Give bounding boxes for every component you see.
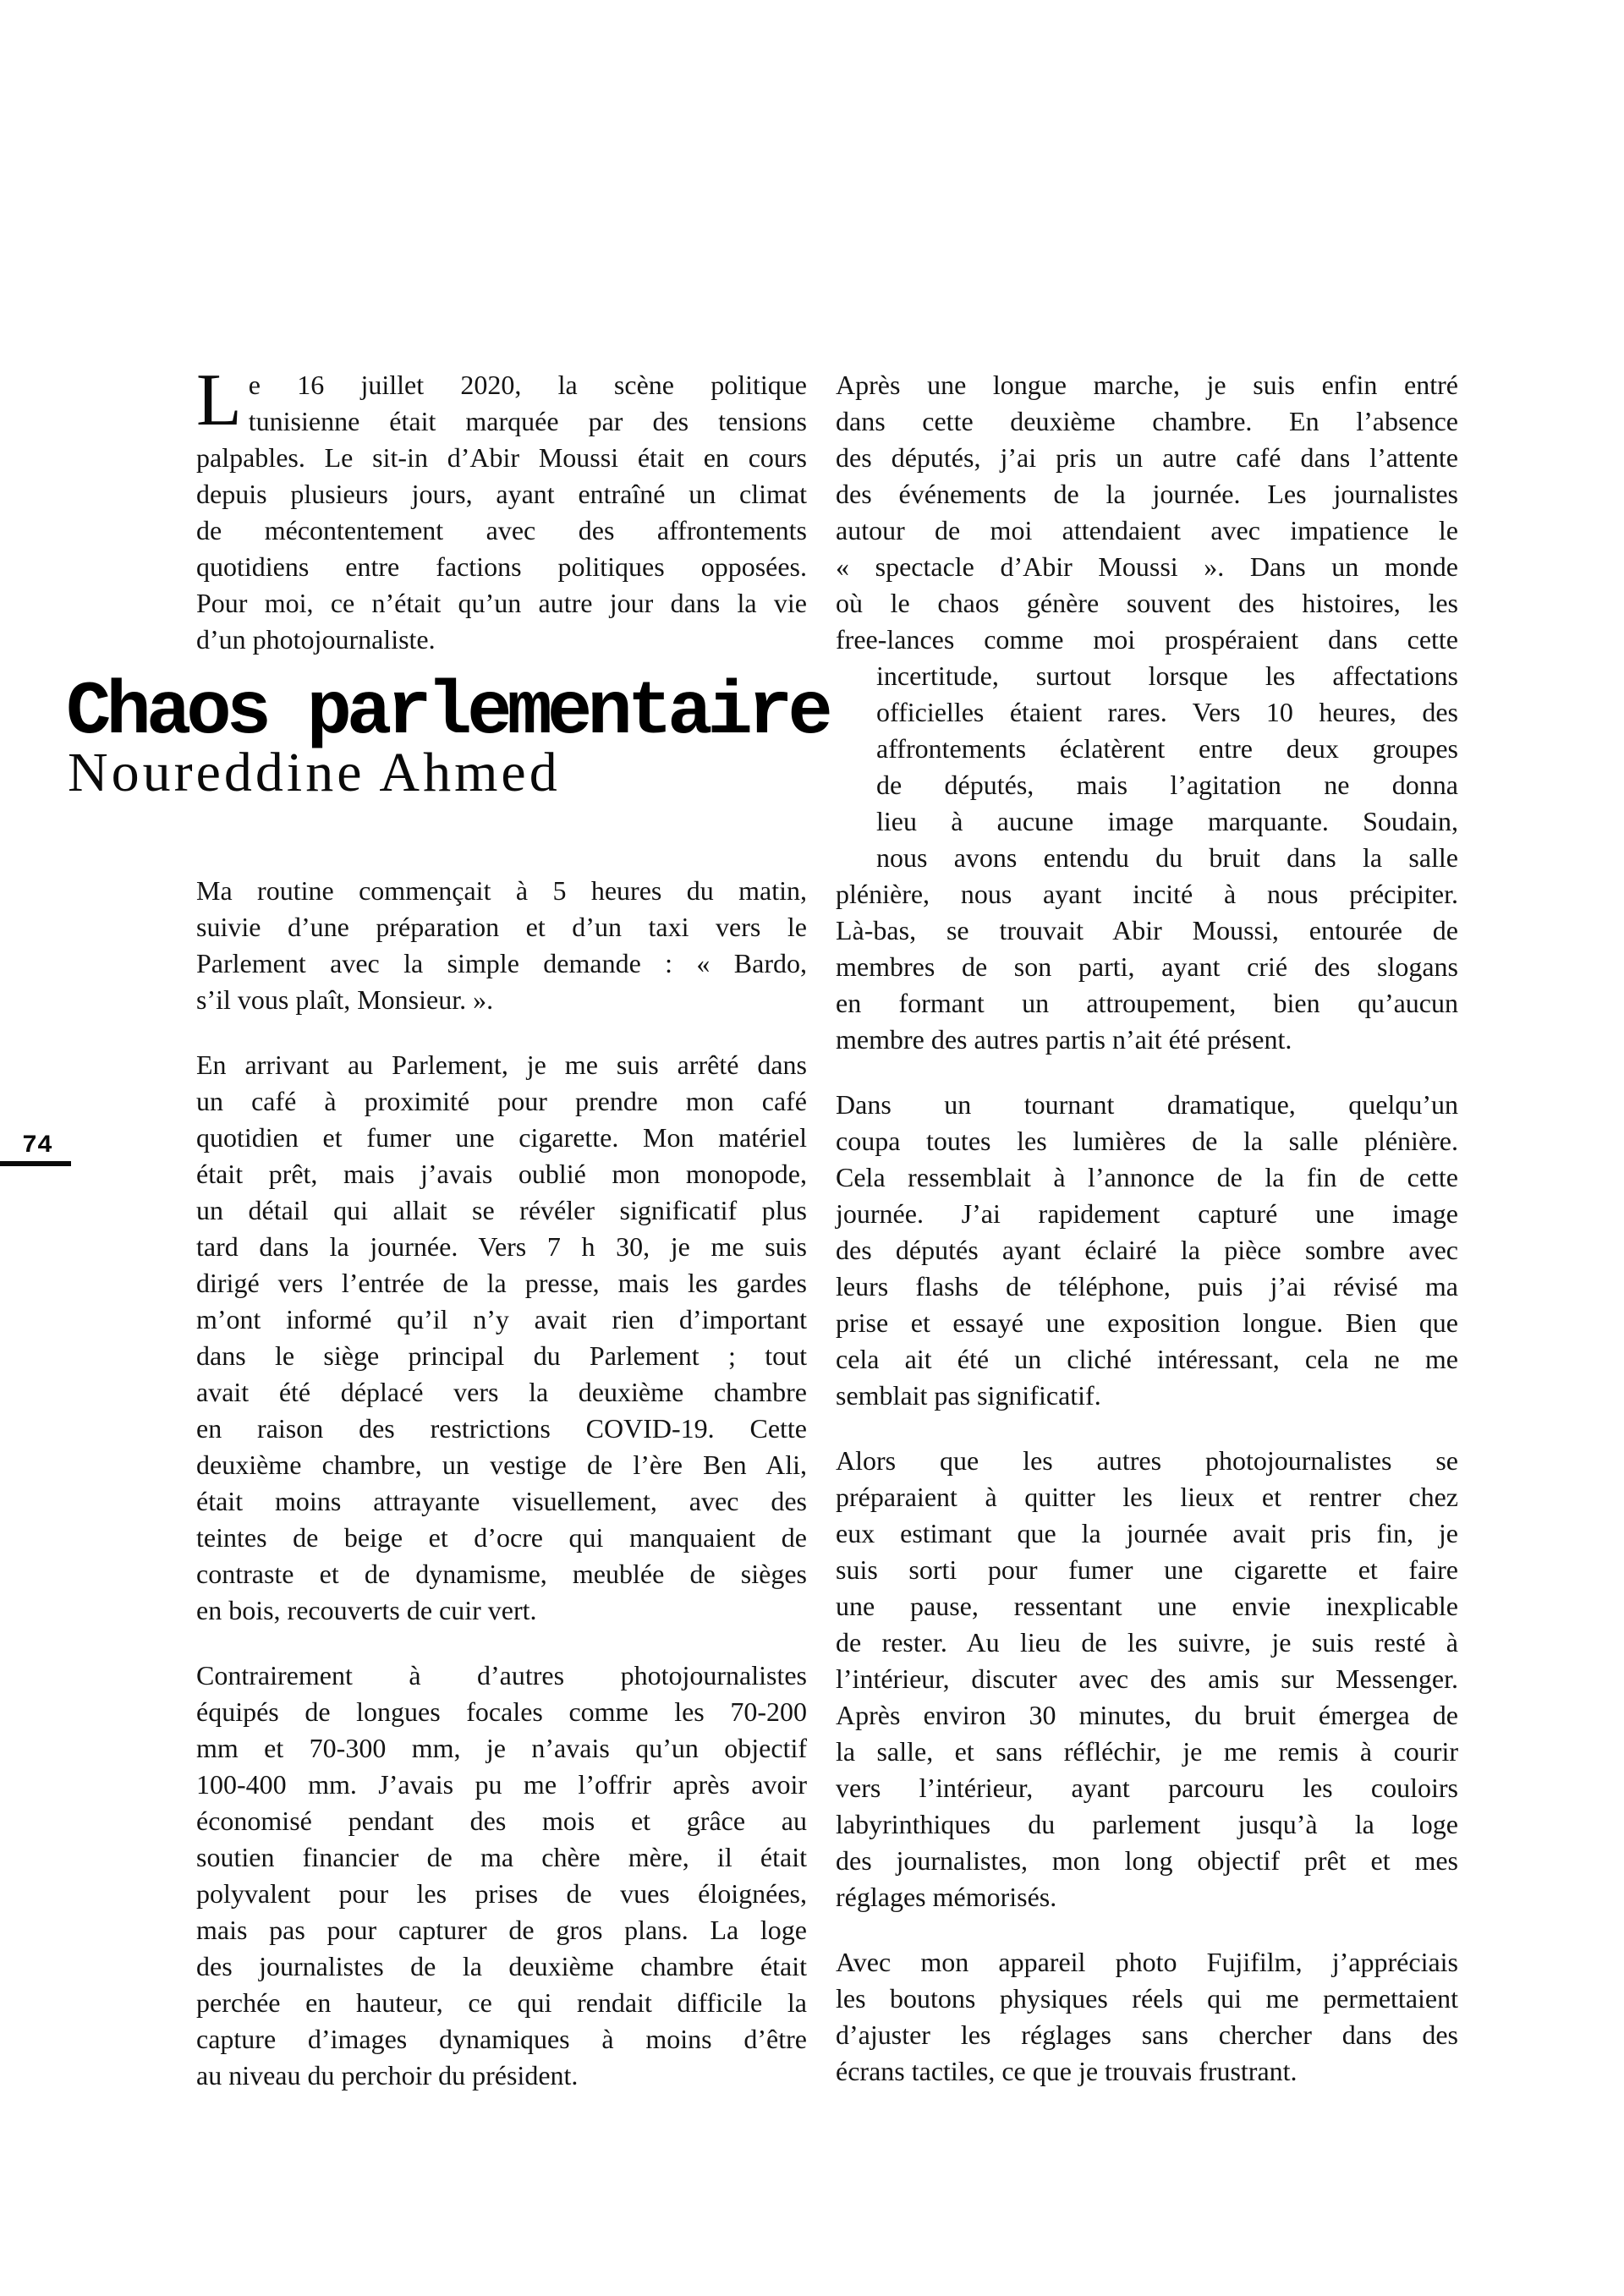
text-line: contraste et de dynamisme, meublée de sièges	[196, 1559, 807, 1589]
column-right	[836, 367, 1458, 2090]
article-author: Noureddine Ahmed	[68, 742, 561, 803]
text-line: réglages mémorisés.	[836, 1882, 1057, 1912]
paragraph	[196, 1658, 807, 2094]
text-line: palpables. Le sit-in d’Abir Moussi était en cours	[196, 442, 807, 473]
text-line: 100-400 mm. J’avais pu me l’offrir après avoir	[196, 1769, 807, 1800]
text-line: écrans tactiles, ce que je trouvais frustrant.	[836, 2056, 1298, 2086]
text-line: la salle, et sans réfléchir, je me remis à courir	[836, 1736, 1458, 1767]
text-line: en formant un attroupement, bien qu’aucun	[836, 988, 1458, 1018]
text-line: e 16 juillet 2020, la scène politique	[248, 370, 807, 400]
text-line: des événements de la journée. Les journalistes	[836, 479, 1458, 509]
text-line: tard dans la journée. Vers 7 h 30, je me suis	[196, 1231, 807, 1262]
text-line: l’intérieur, discuter avec des amis sur Messenger.	[836, 1663, 1458, 1694]
paragraph	[836, 367, 1458, 1058]
text-line: leurs flashs de téléphone, puis j’ai révisé ma	[836, 1271, 1458, 1301]
text-line: équipés de longues focales comme les 70-200	[196, 1696, 807, 1727]
text-line: coupa toutes les lumières de la salle plénière.	[836, 1126, 1458, 1156]
text-line: autour de moi attendaient avec impatience le	[836, 515, 1458, 545]
text-line: mm et 70-300 mm, je n’avais qu’un objectif	[196, 1733, 807, 1763]
text-line: teintes de beige et d’ocre qui manquaient de	[196, 1522, 807, 1553]
text-line: journée. J’ai rapidement capturé une image	[836, 1198, 1458, 1229]
text-line: était prêt, mais j’avais oublié mon monopode,	[196, 1159, 807, 1189]
text-line: économisé pendant des mois et grâce au	[196, 1806, 807, 1836]
text-line: labyrinthiques du parlement jusqu’à la loge	[836, 1809, 1458, 1839]
text-line: une pause, ressentant une envie inexplicable	[836, 1591, 1458, 1621]
text-line: était moins attrayante visuellement, avec des	[196, 1486, 807, 1516]
text-line: Ma routine commençait à 5 heures du matin,	[196, 875, 807, 906]
text-line: des députés, j’ai pris un autre café dans l’attente	[836, 442, 1458, 473]
text-line: perchée en hauteur, ce qui rendait difficile la	[196, 1987, 807, 2018]
paragraph	[836, 1087, 1458, 1414]
text-line: nous avons entendu du bruit dans la salle	[876, 842, 1458, 873]
text-line: dirigé vers l’entrée de la presse, mais les gardes	[196, 1268, 807, 1298]
text-line: polyvalent pour les prises de vues éloignées,	[196, 1878, 807, 1909]
text-line: Parlement avec la simple demande : « Bardo,	[196, 948, 807, 978]
text-line: en raison des restrictions COVID-19. Cette	[196, 1413, 807, 1444]
text-line: en bois, recouverts de cuir vert.	[196, 1595, 537, 1625]
text-line: soutien financier de ma chère mère, il était	[196, 1842, 807, 1872]
page-number: 74	[22, 1132, 53, 1160]
paragraph	[836, 1944, 1458, 2090]
text-line: préparaient à quitter les lieux et rentrer chez	[836, 1482, 1458, 1512]
text-line: Cela ressemblait à l’annonce de la fin de cette	[836, 1162, 1458, 1192]
text-line: free-lances comme moi prospéraient dans cette	[836, 624, 1458, 655]
paragraph	[836, 1443, 1458, 1915]
text-line: un café à proximité pour prendre mon café	[196, 1086, 807, 1116]
text-line: des journalistes, mon long objectif prêt et mes	[836, 1845, 1458, 1876]
text-line: quotidien et fumer une cigarette. Mon matériel	[196, 1122, 807, 1153]
text-line: d’un photojournaliste.	[196, 624, 436, 655]
text-line: un détail qui allait se révéler significatif plus	[196, 1195, 807, 1225]
text-line: Pour moi, ce n’était qu’un autre jour dans la vie	[196, 588, 807, 618]
text-line: membres de son parti, ayant crié des slogans	[836, 951, 1458, 982]
text-line: avait été déplacé vers la deuxième chambre	[196, 1377, 807, 1407]
text-line: membre des autres partis n’ait été présent.	[836, 1024, 1292, 1055]
text-line: Contrairement à d’autres photojournalistes	[196, 1660, 807, 1690]
text-line: En arrivant au Parlement, je me suis arrêté dans	[196, 1049, 807, 1080]
text-line: de députés, mais l’agitation ne donna	[876, 770, 1458, 800]
text-line: Là-bas, se trouvait Abir Moussi, entourée de	[836, 915, 1458, 945]
text-line: des journalistes de la deuxième chambre était	[196, 1951, 807, 1981]
paragraph	[196, 1047, 807, 1629]
text-line: de rester. Au lieu de les suivre, je suis resté à	[836, 1627, 1458, 1658]
text-line: incertitude, surtout lorsque les affectations	[876, 660, 1458, 691]
text-line: semblait pas significatif.	[836, 1380, 1101, 1411]
paragraph	[196, 873, 807, 1018]
paragraph	[196, 359, 807, 658]
text-line: Alors que les autres photojournalistes se	[836, 1445, 1458, 1476]
text-line: où le chaos génère souvent des histoires, les	[836, 588, 1458, 618]
text-line: des députés ayant éclairé la pièce sombre avec	[836, 1235, 1458, 1265]
text-line: prise et essayé une exposition longue. Bien que	[836, 1307, 1458, 1338]
text-line: officielles étaient rares. Vers 10 heures, des	[876, 697, 1458, 727]
text-line: de mécontentement avec des affrontements	[196, 515, 807, 545]
text-line: Avec mon appareil photo Fujifilm, j’appréciais	[836, 1947, 1458, 1977]
text-line: vers l’intérieur, ayant parcouru les couloirs	[836, 1773, 1458, 1803]
text-line: affrontements éclatèrent entre deux groupes	[876, 733, 1458, 764]
article-title: Chaos parlementaire	[66, 670, 828, 755]
text-line: Dans un tournant dramatique, quelqu’un	[836, 1089, 1458, 1120]
text-line: s’il vous plaît, Monsieur. ».	[196, 984, 494, 1015]
text-line: m’ont informé qu’il n’y avait rien d’important	[196, 1304, 807, 1334]
text-line: deuxième chambre, un vestige de l’ère Ben Ali,	[196, 1449, 807, 1480]
text-line: capture d’images dynamiques à moins d’être	[196, 2024, 807, 2054]
text-line: dans le siège principal du Parlement ; tout	[196, 1340, 807, 1371]
text-line: tunisienne était marquée par des tensions	[248, 406, 807, 436]
column-left	[196, 359, 807, 2094]
text-line: suis sorti pour fumer une cigarette et faire	[836, 1554, 1458, 1585]
text-line: cela ait été un cliché intéressant, cela ne me	[836, 1344, 1458, 1374]
text-line: dans cette deuxième chambre. En l’absence	[836, 406, 1458, 436]
text-line: les boutons physiques réels qui me permettaient	[836, 1983, 1458, 2014]
text-line: lieu à aucune image marquante. Soudain,	[876, 806, 1458, 836]
text-line: d’ajuster les réglages sans chercher dans des	[836, 2019, 1458, 2050]
text-line: eux estimant que la journée avait pris fin, je	[836, 1518, 1458, 1548]
text-line: Après environ 30 minutes, du bruit émergea de	[836, 1700, 1458, 1730]
text-line: au niveau du perchoir du président.	[196, 2060, 579, 2091]
text-line: suivie d’une préparation et d’un taxi vers le	[196, 912, 807, 942]
text-line: « spectacle d’Abir Moussi ». Dans un monde	[836, 551, 1458, 582]
page-number-rule	[0, 1161, 71, 1166]
text-line: Après une longue marche, je suis enfin entré	[836, 370, 1458, 400]
text-line: plénière, nous ayant incité à nous précipiter.	[836, 879, 1458, 909]
text-line: depuis plusieurs jours, ayant entraîné un climat	[196, 479, 807, 509]
text-line: quotidiens entre factions politiques opposées.	[196, 551, 807, 582]
drop-cap: L	[196, 359, 242, 441]
text-line: mais pas pour capturer de gros plans. La loge	[196, 1915, 807, 1945]
